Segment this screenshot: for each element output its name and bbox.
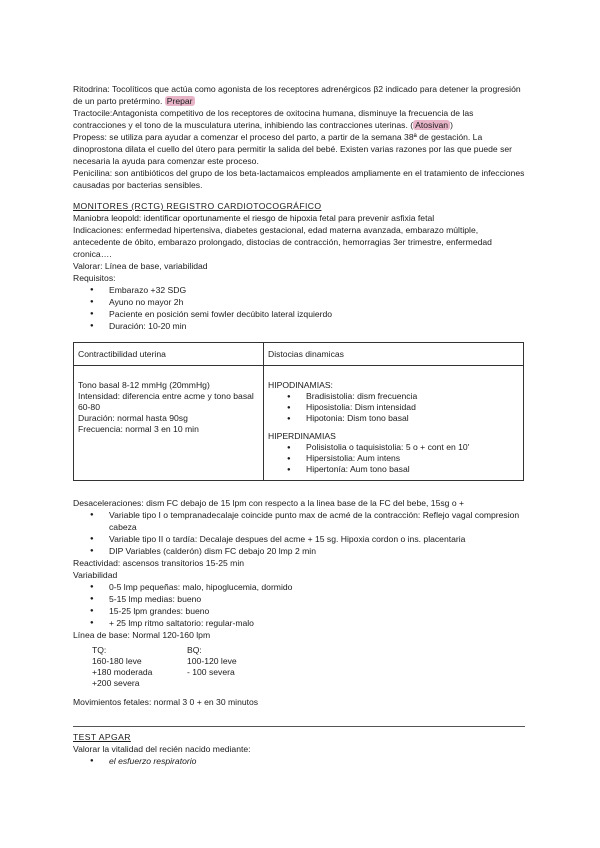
leopold-line: Maniobra leopold: identificar oportunamente el riesgo de hipoxia fetal para prevenir asfixia fetal — [73, 213, 435, 223]
table-line: Tono basal 8-12 mmHg (20mmHg) — [78, 380, 210, 390]
list-item: ● Ayuno no mayor 2h — [109, 296, 525, 308]
variabilidad-label: Variabilidad — [73, 570, 118, 580]
list-item: ● Embarazo +32 SDG — [109, 284, 525, 296]
reactividad-line: Reactividad: ascensos transitorios 15-25 min — [73, 558, 245, 568]
table-line: Intensidad: diferencia entre acme y tono basal 60-80 — [78, 391, 254, 412]
variabilidad-list — [73, 581, 525, 629]
requisitos-label: Requisitos: — [73, 273, 116, 283]
list-item: ● Duración: 10-20 min — [109, 320, 525, 332]
propess-paragraph: Propess: se utiliza para ayudar a comenzar el proceso del parto, a partir de la semana 38ª de gestación. La dinoprostona dilata el cuello del útero para permitir la salida del bebé. Existen varias razones por las que puede ser necesaria la ayuda para comenzar este proceso. — [73, 132, 513, 166]
list-item: ● Hipertonía: Aum tono basal — [306, 464, 519, 475]
table-line: Duración: normal hasta 90sg — [78, 413, 188, 423]
rctg-title: MONITORES (RCTG) REGISTRO CARDIOTOCOGRÁFICO — [73, 201, 322, 211]
list-item: ● 5-15 lmp medias: bueno — [109, 593, 525, 605]
bq-line: BQ: — [187, 645, 202, 655]
list-item: ● Hipersistolia: Aum intens — [306, 453, 519, 464]
table-line: Frecuencia: normal 3 en 10 min — [78, 424, 199, 434]
tq-line: +180 moderada — [92, 667, 153, 677]
list-item: ● 15-25 lpm grandes: bueno — [109, 605, 525, 617]
valorar-line: Valorar: Línea de base, variabilidad — [73, 261, 208, 271]
list-item: ● Hiposistolia: Dism intensidad — [306, 402, 519, 413]
atosivan-highlight: Atosivan — [415, 120, 449, 130]
tq-line: TQ: — [92, 645, 107, 655]
tq-line: 160-180 leve — [92, 656, 142, 666]
list-item: ● Hipotonia: Dism tono basal — [306, 413, 519, 424]
list-item: ● 0-5 lmp pequeñas: malo, hipoglucemia, dormido — [109, 581, 525, 593]
list-item: ● + 25 lmp ritmo saltatorio: regular-malo — [109, 617, 525, 629]
linea-base-line: Línea de base: Normal 120-160 lpm — [73, 630, 211, 640]
apgar-title: TEST APGAR — [73, 732, 131, 742]
table-header-distocias: Distocias dinamicas — [264, 343, 524, 366]
apgar-section — [73, 731, 525, 767]
movimientos-line: Movimientos fetales: normal 3 0 + en 30 minutos — [73, 697, 259, 707]
list-item: ● Bradisistolia: dism frecuencia — [306, 391, 519, 402]
list-item — [109, 755, 525, 767]
hipodinamias-title: HIPODINAMIAS: — [268, 380, 333, 390]
section-divider — [73, 726, 525, 727]
hipodinamias-list — [268, 391, 519, 424]
ritodrina-text: Ritodrina: Tocolíticos que actúa como agonista de los receptores adrenérgicos β2 indicado para detener la progresión de un parto pretérmino. — [73, 84, 521, 106]
tractocile-paragraph: Tractocile:Antagonista competitivo de los receptores de oxitocina humana, disminuye la frecuencia de las contracciones y el tono de la musculatura uterina, inhibiendo las contracciones uterinas. ( Atosivan ) — [73, 108, 474, 130]
tq-line: +200 severa — [92, 678, 140, 688]
list-item: ● Paciente en posición semi fowler decúbito lateral izquierdo — [109, 308, 525, 320]
list-item: ● DIP Variables (calderón) dism FC debajo 20 lmp 2 min — [109, 545, 525, 557]
tq-column — [92, 645, 187, 689]
apgar-list — [73, 755, 525, 767]
bq-line: 100-120 leve — [187, 656, 237, 666]
apgar-line: Valorar la vitalidad del recién nacido mediante: — [73, 744, 251, 754]
contractility-table — [73, 342, 524, 481]
distocias-cell — [264, 366, 524, 481]
hiperdinamias-list — [268, 442, 519, 475]
apgar-item-text: el esfuerzo respiratorio — [109, 756, 197, 766]
requisitos-list — [73, 284, 525, 332]
contractibilidad-cell — [74, 366, 264, 481]
indicaciones-line: Indicaciones: enfermedad hipertensiva, diabetes gestacional, edad materna avanzada, embarazo múltiple, antecedente de óbito, embarazo prolongado, distocias de contracción, hemorragias 3er trimestre, enfermedad cronica…. — [73, 225, 492, 259]
list-item: ● Variable tipo II o tardía: Decalaje despues del acme + 15 sg. Hipoxia cordon o ins. placentaria — [109, 533, 525, 545]
heart-rate-columns — [73, 645, 525, 689]
list-item: ● Polisistolia o taquisistolia: 5 o + cont en 10' — [306, 442, 519, 453]
tractocile-text: Tractocile:Antagonista competitivo de los receptores de oxitocina humana, disminuye la frecuencia de las contracciones y el tono de la musculatura uterina, inhibiendo las contracciones uterinas. — [73, 108, 474, 130]
ritodrina-paragraph — [73, 83, 525, 107]
document-body — [73, 83, 525, 708]
prepar-highlight: Prepar — [166, 96, 193, 106]
desaceleraciones-list — [73, 509, 525, 557]
bq-column — [187, 645, 282, 689]
hiperdinamias-title: HIPERDINAMIAS — [268, 431, 336, 441]
bq-line: - 100 severa — [187, 667, 235, 677]
penicilina-paragraph: Penicilina: son antibióticos del grupo de los beta-lactamaicos empleados ampliamente en el tratamiento de infecciones causadas por bacterias sensibles. — [73, 168, 525, 190]
list-item: ● Variable tipo I o tempranadecalaje coincide punto max de acmé de la contracción: Reflejo vagal compresion cabeza — [109, 509, 525, 533]
desaceleraciones-line: Desaceleraciones: dism FC debajo de 15 lpm con respecto a la linea base de la FC del bebe, 15sg o + — [73, 498, 465, 508]
table-header-contractibilidad: Contractibilidad uterina — [74, 343, 264, 366]
